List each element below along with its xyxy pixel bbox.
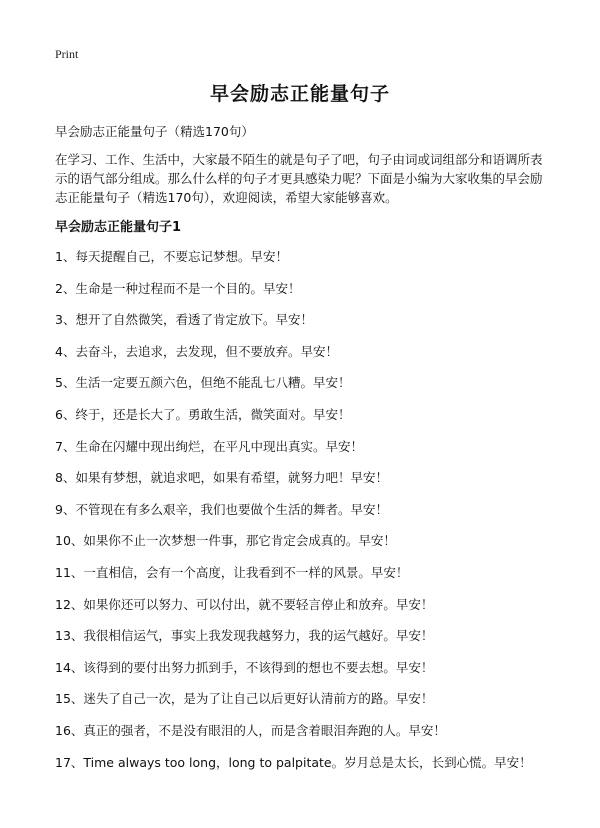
quote-item: 11、一直相信，会有一个高度，让我看到不一样的风景。早安！ — [55, 564, 409, 580]
section-heading: 早会励志正能量句子1 — [55, 220, 182, 235]
intro-paragraph: 在学习、工作、生活中，大家最不陌生的就是句子了吧，句子由词或词组部分和语调所表示的语气部分组成。那么什么样的句子才更具感染力呢？下面是小编为大家收集的早会励志正能量句子（精选170句），欢迎阅读，希望大家能够喜欢。 — [55, 152, 543, 205]
quote-item: 17、Time always too long，long to palpitate。岁月总是太长，长到心慌。早安！ — [55, 754, 532, 770]
quote-item: 14、该得到的要付出努力抓到手，不该得到的想也不要去想。早安！ — [55, 659, 434, 675]
quote-list — [55, 248, 575, 785]
quote-item: 10、如果你不止一次梦想一件事，那它肯定会成真的。早安！ — [55, 533, 396, 549]
quote-item: 2、生命是一种过程而不是一个目的。早安！ — [55, 280, 301, 296]
quote-item: 1、每天提醒自己，不要忘记梦想。早安！ — [55, 249, 288, 264]
quote-item: 4、去奋斗，去追求，去发现，但不要放弃。早安！ — [55, 343, 338, 359]
quote-item: 15、迷失了自己一次，是为了让自己以后更好认清前方的路。早安！ — [55, 691, 434, 707]
quote-item: 9、不管现在有多么艰辛，我们也要做个生活的舞者。早安！ — [55, 501, 388, 517]
quote-item: 3、想开了自然微笑，看透了肯定放下。早安！ — [55, 312, 313, 328]
quote-item: 7、生命在闪耀中现出绚烂，在平凡中现出真实。早安！ — [55, 438, 363, 454]
page-title: 早会励志正能量句子 — [209, 83, 390, 105]
article-subtitle: 早会励志正能量句子（精选170句） — [55, 124, 254, 139]
quote-item: 12、如果你还可以努力、可以付出，就不要轻言停止和放弃。早安！ — [55, 596, 434, 612]
quote-item: 16、真正的强者，不是没有眼泪的人，而是含着眼泪奔跑的人。早安！ — [55, 722, 446, 738]
quote-item: 13、我很相信运气，事实上我发现我越努力，我的运气越好。早安！ — [55, 628, 434, 644]
print-link[interactable]: Print — [55, 47, 79, 61]
quote-item: 5、生活一定要五颜六色，但绝不能乱七八糟。早安！ — [55, 375, 351, 391]
quote-item: 8、如果有梦想，就追求吧，如果有希望，就努力吧！早安！ — [55, 470, 388, 486]
quote-item: 6、终于，还是长大了。勇敢生活，微笑面对。早安！ — [55, 406, 351, 422]
